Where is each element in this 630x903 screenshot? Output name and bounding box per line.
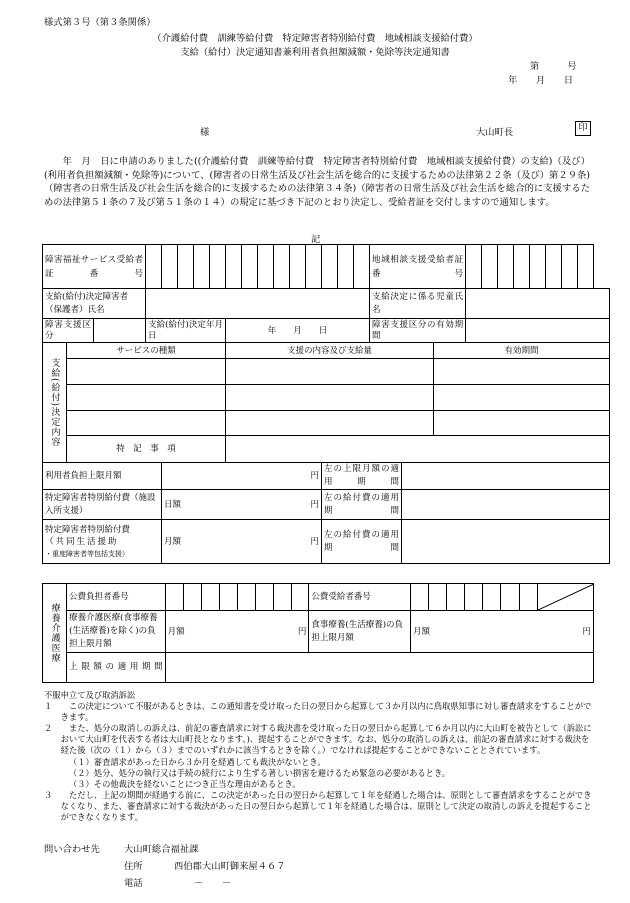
digit-cell[interactable] [226,245,242,289]
digit-cell[interactable] [306,245,322,289]
kubun-period-field[interactable] [466,319,610,343]
tokki-field[interactable] [226,436,610,463]
digit-cell[interactable] [146,245,162,289]
service-cell[interactable] [67,359,226,385]
digit-cell[interactable] [256,584,274,611]
digit-cell[interactable] [165,584,183,611]
digit-cell[interactable] [292,584,309,611]
notes-heading: 不服申立て及び取消訴訟 [44,690,136,700]
seal-mark: 印 [575,121,591,136]
notification-body: 年 月 日に申請のありました((介護給付費 訓練等給付費 特定障害者特別給付費 地域相談支援給付費）の支給)（及び）(利用者負担額減額・免除等)について、(障害者の日常生活及び社会生活を総合的に支援するための法律第２２条（及び）第２９条)（障害者の日常生活及び社会生活を総合的に支援するための法律第３４条)（障害者の日常生活及び社会生活を総合的に支援するための法律第５１条の７及び第５１条の１４）の規定に基づき下記のとおり決定し、受給者証を交付しますので通知します。 [44,156,590,208]
period-cell[interactable] [434,385,610,411]
child-name-label: 支給決定に係る児童氏名 [370,289,466,319]
kyodo-period-label: 左の給付費の適用期間 [322,520,402,564]
diagonal-slash [538,584,594,610]
digit-cell[interactable] [274,245,290,289]
guardian-name-label: 支給(給付)決定障害者（保護者）氏名 [43,289,146,319]
col-service-type: サービスの種類 [67,343,226,359]
digit-cell[interactable] [465,584,483,611]
kettei-date-value[interactable]: 年 月 日 [226,319,370,343]
digit-cell[interactable] [238,584,256,611]
kubun-period-label: 障害支援区分の有効期間 [370,319,466,343]
digit-cell[interactable] [183,584,201,611]
ryoyo-vertical: 療養介護医療 [43,584,67,683]
shogai-kubun-field[interactable] [94,319,146,343]
kohi-futan-label: 公費負担者番号 [67,584,166,611]
digit-cell[interactable] [274,584,292,611]
service-cell[interactable] [67,411,226,436]
iryo-limit-label: 療養介護医療(食事療養(生活療養)を除く)の負担上限月額 [67,611,166,653]
digit-cell[interactable] [258,245,274,289]
decision-content-vertical: 支給(給付)決定内容 [43,343,67,463]
digit-cell[interactable] [410,584,428,611]
digit-cell[interactable] [498,245,514,289]
address-label: 住所 [124,861,143,872]
digit-cell[interactable] [219,584,237,611]
shisetsu-amount[interactable]: 日額 円 [162,490,322,520]
appeal-notes [44,690,594,823]
note-3: ３ ただし、上記の期間が経過する前に、この決定があった日の翌日から起算して１年を経過した場合は、原則として審査請求をすることができなくなり、また、審査請求に対する裁決があった日の翌日から起算して１年を経過した場合は、原則として決定の取消しの訴えを提起することができなくなります。 [44,789,592,823]
recipient-number-label: 障害福祉サービス受給者証番号 [43,245,146,289]
digit-cell[interactable] [194,245,210,289]
digit-cell[interactable] [162,245,178,289]
kyodo-amount[interactable]: 月額 円 [162,520,322,564]
digit-cell[interactable] [466,245,482,289]
digit-cell[interactable] [578,245,594,289]
note-2-sub-2: （２）処分、処分の執行又は手続の続行により生ずる著しい損害を避けるため緊急の必要があるとき。 [68,767,451,778]
contact-phone: － － [194,878,232,889]
addressee-sama: 様 [200,127,210,138]
slashed-cell [537,584,593,611]
phone-label: 電話 [124,878,143,889]
col-valid-period: 有効期間 [434,343,610,359]
digit-cell[interactable] [429,584,447,611]
chiiki-number-label: 地域相談支援受給者証番号 [370,245,466,289]
content-cell[interactable] [226,411,434,436]
limit-period-label: 左の上限月額の適用期間 [322,463,402,490]
shogai-kubun-label: 障害支援区分 [43,319,94,343]
contact-dept: 大山町総合福祉課 [124,844,199,855]
shokuji-limit-amount[interactable]: 月額 円 [410,611,593,653]
note-2-sub-3: （３）その他裁決を経ないことにつき正当な理由があるとき。 [68,778,301,789]
shisetsu-label: 特定障害者特別給付費（施設入所支援） [43,490,162,520]
document-date: 年 月 日 [508,75,574,86]
limit-monthly-label: 利用者負担上限月額 [43,463,162,490]
note-2: ２ また、処分の取消しの訴えは、前記の審査請求に対する裁決書を受け取った日の翌日から起算して６か月以内に大山町を被告として（訴訟において大山町を代表する者は大山町長となります。)、提起することができます。なお、処分の取消しの訴えは、前記の審査請求に対する裁決を経た後（次の（１）から（３）までのいずれかに該当するときを除く。）でなければ提起することができないこととされています。 [44,723,592,756]
shisetsu-period-field[interactable] [402,490,610,520]
child-name-field[interactable] [466,289,610,319]
digit-cell[interactable] [322,245,338,289]
note-1: １ この決定について不服があるときは、この通知書を受け取った日の翌日から起算して３か月以内に鳥取県知事に対し審査請求をすることができます。 [44,701,592,723]
period-cell[interactable] [434,411,610,436]
limit-period-label: 上限額の適用期間 [67,653,166,683]
digit-cell[interactable] [514,245,530,289]
digit-cell[interactable] [290,245,306,289]
limit-monthly-yen[interactable]: 円 [162,463,322,490]
digit-cell[interactable] [562,245,578,289]
iryo-limit-amount[interactable]: 月額 円 [165,611,309,653]
col-support-content: 支援の内容及び支給量 [226,343,434,359]
service-cell[interactable] [67,385,226,411]
kohi-jukyu-label: 公費受給者番号 [309,584,411,611]
title-line-2: 支給（給付）決定通知書兼利用者負担額減額・免除等決定通知書 [180,47,450,58]
digit-cell[interactable] [482,245,498,289]
tokki-label: 特 記 事 項 [67,436,226,463]
digit-cell[interactable] [338,245,354,289]
document-number: 第 号 [530,61,577,72]
title-line-1: （介護給付費 訓練等給付費 特定障害者特別給付費 地域相談支援給付費） [152,33,478,44]
digit-cell[interactable] [501,584,519,611]
digit-cell[interactable] [483,584,501,611]
digit-cell[interactable] [530,245,546,289]
ryoyo-table [42,583,594,683]
digit-cell[interactable] [210,245,226,289]
period-cell[interactable] [434,359,610,385]
digit-cell[interactable] [178,245,194,289]
digit-cell[interactable] [546,245,562,289]
digit-cell[interactable] [354,245,370,289]
kyodo-label: 特定障害者特別給付費 （共同生活援助 ・重度障害者等包括支援） [43,520,162,564]
guardian-name-field[interactable] [146,289,370,319]
digit-cell[interactable] [519,584,537,611]
kettei-date-label: 支給(給付)決定年月日 [146,319,226,343]
digit-cell[interactable] [242,245,258,289]
digit-cell[interactable] [447,584,465,611]
contact-address: 西伯郡大山町御来屋４６７ [174,861,286,872]
shisetsu-period-label: 左の給付費の適用期間 [322,490,402,520]
issuer-name: 大山町長 [476,127,514,138]
form-number: 様式第３号（第３条関係） [44,17,156,28]
digit-cell[interactable] [201,584,219,611]
contact-label: 問い合わせ先 [44,844,100,855]
limit-period-field[interactable] [165,653,593,683]
ki-label: 記 [311,234,321,245]
content-cell[interactable] [226,359,434,385]
shokuji-limit-label: 食事療養(生活療養)の負担上限月額 [309,611,411,653]
limit-period-field[interactable] [402,463,610,490]
kyodo-period-field[interactable] [402,520,610,564]
decision-table [42,244,610,564]
note-2-sub-1: （１）審査請求があった日から３か月を経過しても裁決がないとき。 [68,756,326,767]
content-cell[interactable] [226,385,434,411]
